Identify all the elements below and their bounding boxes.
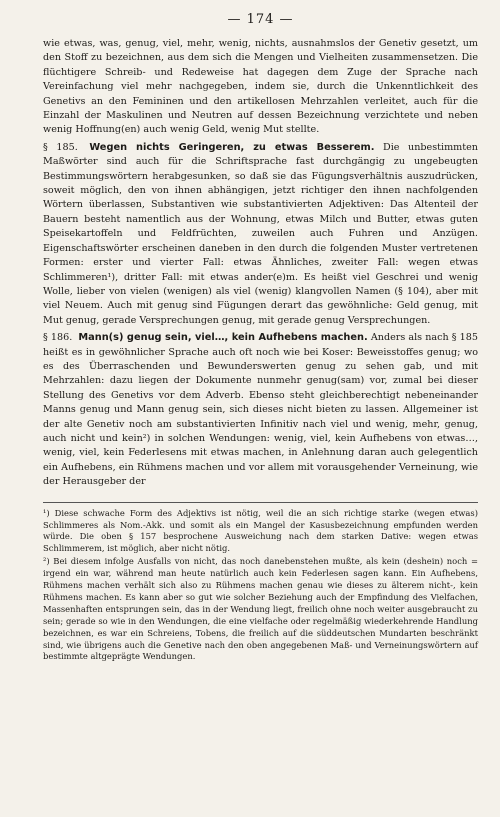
- paragraph-continuation: wie etwas, was, genug, viel, mehr, wenig, nichts, ausnahmslos der Genetiv gesetzt, um den Stoff zu bezeichnen, aus dem sich die Mengen und Vielheiten zusammensetzen. Die flüchtigere Schreib- und Redeweise hat dagegen dem Zuge der Sprache nach Vereinfachung viel mehr nachgegeben, indem sie, durch die Unkenntlichkeit des Genetivs an den Femininen und den artikellosen Mehrzahlen verleitet, auch für die Einzahl der Maskulinen und Neutren auf dessen Bezeichnung verzichtete und neben wenig Hoffnung(en) auch wenig Geld, wenig Mut stellte.: [43, 38, 478, 136]
- footnotes: [43, 502, 478, 664]
- section-number: § 185.: [43, 141, 78, 153]
- section-186: [43, 331, 478, 489]
- section-heading: Mann(s) genug sein, viel…, kein Aufhebens machen.: [78, 332, 368, 344]
- page-number: — 174 —: [227, 12, 294, 27]
- footnote-1: ¹) Diese schwache Form des Adjektivs ist nötig, weil die an sich richtige starke (wegen etwas) Schlimmeres als Nom.-Akk. und somit als ein Mangel der Kasusbezeichnung empfunden werden würde. Die oben § 157 besprochene Ausweichung nach dem starken Dative: wegen etwas Schlimmerem, ist möglich, aber nicht nötig.: [43, 507, 478, 554]
- footnote-2: ²) Bei diesem infolge Ausfalls von nicht, das noch danebenstehen mußte, als kein (deshein) noch = irgend ein war, während man heute natürlich auch kein Federlesen sagen kann. Ein Aufhebens, Rühmens machen verhält sich also zu Rühmens machen genau wie dieses zu älterem nicht-, kein Rühmens machen. Es kann aber so gut wie solcher Beziehung auch der Empfindung des Vielfachen, Massenhaften entsprungen sein, das in der Wendung liegt, freilich ohne noch weiter ausgebraucht zu sein; gerade so wie in den Wendungen, die eine vielfache oder regelmäßig wiederkehrende Handlung bezeichnen, es war ein Schreiens, Tobens, die freilich auf die süddeutschen Mundarten beschränkt sind, wie übrigens auch die Genetive nach den oben angegebenen Maß- und Verneinungswörtern auf bestimmte altgeprägte Wendungen.: [43, 556, 478, 662]
- main-text: [43, 37, 478, 490]
- section-body: Die unbestimmten Maßwörter sind auch für die Schriftsprache fast durchgängig zu ungebeugten Bestimmungswörtern herabgesunken, so daß sie das Fügungsverhältnis auszudrücken, soweit möglich, den von ihnen abhängigen, jetzt richtiger den ihnen nachfolgenden Wörtern überlassen, Substantiven wie substantivierten Adjektiven: Das Altenteil der Bauern besteht namentlich aus der Wohnung, etwas Milch und Butter, etwas guten Speisekartoffeln und Feldfrüchten, zuweilen auch Fuhren und Anzügen. Eigenschaftswörter erscheinen daneben in den durch die folgenden Muster vertretenen Formen: erster und vierter Fall: etwas Ähnliches, zweiter Fall: wegen etwas Schlimmeren¹), dritter Fall: mit etwas ander(e)m. Es heißt viel Geschrei und wenig Wolle, lieber von vielen (wenigen) als viel (wenig) klangvollen Namen (§ 104), aber mit viel Neuem. Auch mit genug sind Fügungen derart das gewöhnliche: Geld genug, mit Mut genug, gerade Versprechungen genug, mit gerade genug Versprechungen.: [43, 141, 478, 326]
- section-number: § 186.: [43, 332, 73, 344]
- section-185: [43, 141, 478, 328]
- section-body: Anders als nach § 185 heißt es in gewöhnlicher Sprache auch oft noch wie bei Koser: Beweisstoffes genug; wo es des Überraschenden und Bewunderswerten genug zu sehen gab, und mit Mehrzahlen: dazu liegen der Dokumente nunmehr genug(sam) vor, zumal bei dieser Stellung des Genetivs vor dem Adverb. Ebenso steht gleichberechtigt nebeneinander Manns genug und Mann genug sein, sich dieses nicht bieten zu lassen. Allgemeiner ist der alte Genetiv noch am substantivierten Infinitiv nach viel und wenig, mehr, genug, auch nicht und kein²) in solchen Wendungen: wenig, viel, kein Aufhebens von etwas…, wenig, viel, kein Federlesens mit etwas machen, in Anlehnung daran auch gelegentlich ein Aufhebens, ein Rühmens machen und vor allem mit vorausgehender Verneinung, wie der Herausgeber der: [43, 332, 478, 488]
- section-heading: Wegen nichts Geringeren, zu etwas Besserem.: [89, 141, 375, 153]
